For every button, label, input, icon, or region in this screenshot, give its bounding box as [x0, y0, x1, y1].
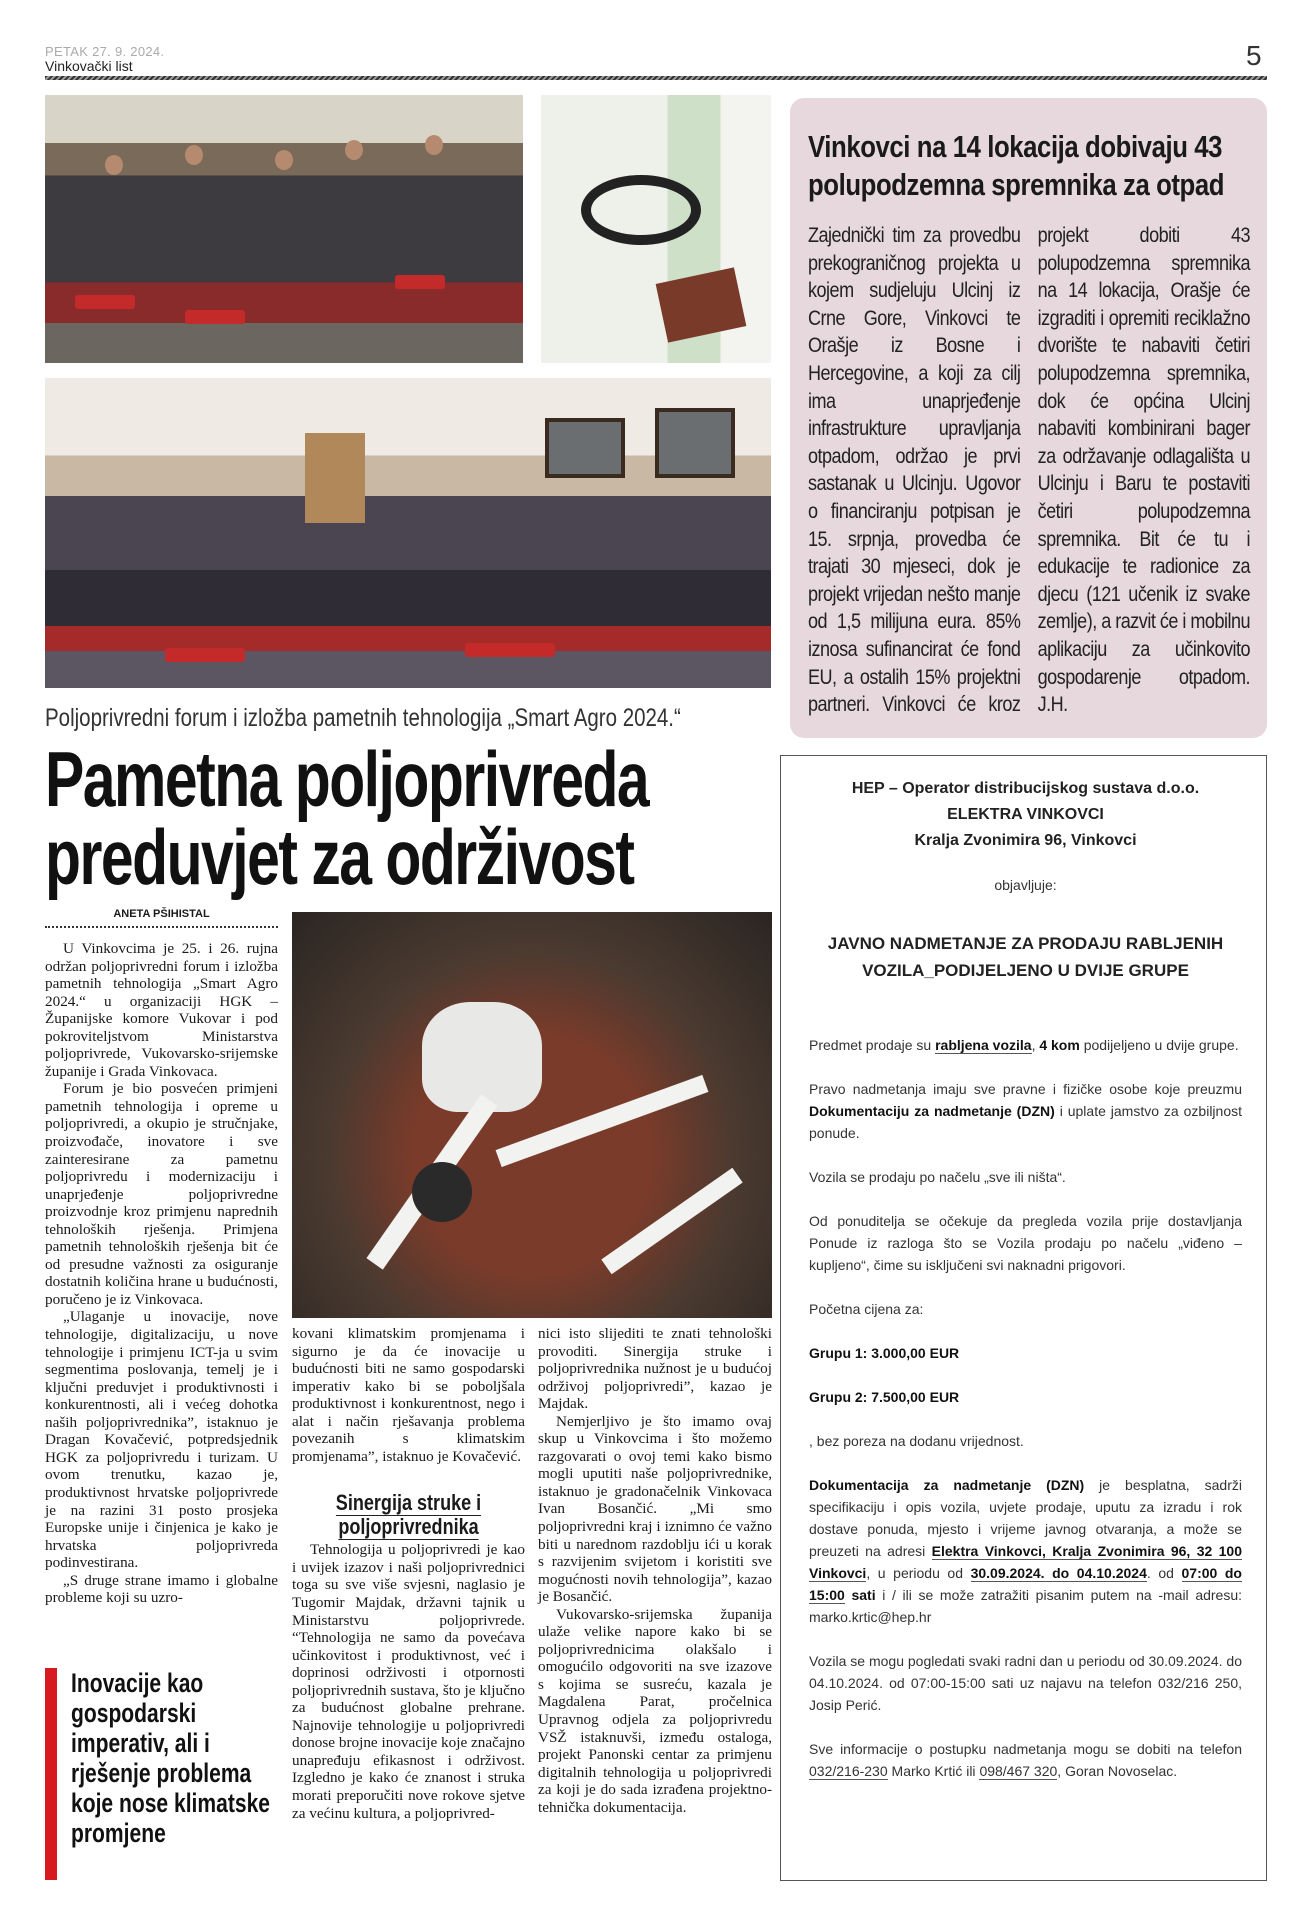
photo-agricultural-drone — [292, 912, 772, 1318]
ad-text-segment: Početna cijena za: — [809, 1301, 924, 1317]
article-column-3 — [538, 1325, 772, 1816]
paragraph: Vukovarsko-srijemska županija ulaže velike napore kako bi se poljoprivrednicima olakšalo i omogućilo odgovoriti na sve izazove s kojima se susreću, kazala je Magdalena Parat, pročelnica Upravnog odjela za poljoprivredu VSŽ istaknuvši, između ostaloga, projekt Panonski centar za primjenu digitalnih tehnologija u poljoprivredi za koji je do sada izrađena projektno-tehnička dokumentacija. — [538, 1605, 772, 1816]
photo-forum-audience — [45, 95, 523, 363]
pull-quote-text: Inovacije kao gospodarski imperativ, ali i rješenje problema koje nose klimatske promjene — [71, 1668, 271, 1848]
subheading — [313, 1491, 504, 1539]
ad-text-segment: 098/467 320 — [979, 1763, 1058, 1779]
public-notice-ad — [780, 755, 1267, 1881]
ad-text-segment: i / ili se može zatražiti pisanim putem na -mail adresu: marko.krtic@hep.hr — [809, 1587, 1243, 1625]
ad-text-segment: , bez poreza na dodanu vrijednost. — [809, 1433, 1024, 1449]
headline-line-1: Pametna poljoprivreda — [45, 735, 649, 823]
ad-text-segment: i uplate jamstvo za ozbiljnost ponude. — [809, 1103, 1242, 1141]
ad-paragraph — [809, 1650, 1242, 1716]
ad-text-segment: Elektra Vinkovci, Kralja Zvonimira 96, 32 100 Vinkovci — [809, 1543, 1242, 1581]
sidebar-body: Zajednički tim za provedbu prekograničnog projekta u kojem sudjeluju Ulcinj iz Crne Gore, Vinkovci te Orašje iz Bosne i Hercegovine, a koji za cilj ima unaprjeđenje infrastrukture upravljanja otpadom, održao je prvi sastanak u Ulcinju. Ugovor o financiranju potpisan je 15. srpnja, provedba će trajati 30 mjeseci, dok je projekt vrijedan nešto manje od 1,5 milijuna eura. 85% iznosa sufinancirat će fond EU, a ostalih 15% projektni partneri. Vinkovci će kroz projekt dobiti 43 polupodzemna spremnika na 14 lokacija, Orašje će izgraditi i opremiti reciklažno dvorište te nabaviti četiri polupodzemna spremnika, dok će općina Ulcinj nabaviti kombinirani bager za održavanje odlagališta u Ulcinju i Baru te postaviti četiri polupodzemna spremnika. Bit će tu i edukacije te radionice za djecu (121 učenik iz svake zemlje), a razvit će i mobilnu aplikaciju za učinkovito gospodarenje otpadom. J.H. — [808, 224, 1251, 717]
page-number: 5 — [1246, 40, 1262, 71]
byline: ANETA PŠIHISTAL — [45, 908, 278, 928]
headline-line-2: preduvjet za održivost — [45, 813, 634, 901]
ad-text-segment: . od — [1146, 1565, 1182, 1581]
paragraph: U Vinkovcima je 25. i 26. rujna održan poljoprivredni forum i izložba pametnih tehnologija „Smart Agro 2024.“ u organizaciji HGK – Županijske komore Vukovar i pod pokroviteljstvom Ministarstva poljoprivrede, Vukovarsko-srijemske županije i Grada Vinkovaca. — [45, 940, 278, 1080]
photo-conference-hall — [45, 378, 771, 688]
ad-text-segment: 07:00 do 15:00 — [809, 1565, 1242, 1603]
ad-paragraph — [809, 1210, 1242, 1276]
paragraph: kovani klimatskim promjenama i sigurno je da će inovacije u budućnosti biti ne samo gospodarski imperativ kako bi se poboljšala produktivnost i konkurentnost, nego i alat i način rješavanja problema povezanih s klimatskim promjenama”, istaknuo je Kovačević. — [292, 1325, 525, 1465]
photo-caption: Poljoprivredni forum i izložba pametnih tehnologija „Smart Agro 2024.“ — [45, 704, 681, 732]
headline — [45, 735, 800, 901]
paragraph: „Ulaganje u inovacije, nove tehnologije, digitalizaciju, u nove tehnologije i primjenu ICT-ja u svim segmentima poslovanja, temelj je i ključni preduvjet i produktivnosti i konkurentnosti, ali i većeg dohotka naših poljoprivrednika”, istaknuo je Dragan Kovačević, potpredsjednik HGK za poljoprivredu i turizam. U ovom trenutku, kazao je, produktivnost hrvatske poljoprivrede je na razini 31 posto prosjeka Europske unije i činjenica je kako je hrvatska poljoprivreda podinvestirana. — [45, 1308, 278, 1572]
ad-text-segment: , u periodu od — [866, 1565, 971, 1581]
ad-text-segment: 4 kom — [1039, 1037, 1080, 1053]
issue-date: PETAK 27. 9. 2024. — [45, 44, 165, 59]
photo-tractor-simulator — [541, 95, 771, 363]
ad-text-segment: Grupu 2: 7.500,00 EUR — [809, 1389, 960, 1405]
subheading-text: Sinergija struke i poljoprivrednika — [335, 1490, 482, 1540]
paragraph: Nemjerljivo je što imamo ovaj skup u Vinkovcima i što možemo razgovarati o ovoj temi kako bismo mogli uputiti naše poljoprivrednike, istaknuo je gradonačelnik Vinkovaca Ivan Bosančić. „Mi smo poljoprivredni kraj i iznimno će važno biti u narednom razdoblju ići u korak s razvijenim svijetom i koristiti sve mogućnosti novih tehnologija”, kazao je Bosančić. — [538, 1412, 772, 1606]
ad-paragraph — [809, 1430, 1242, 1452]
ad-paragraph — [809, 1386, 1242, 1408]
ad-address: Kralja Zvonimira 96, Vinkovci — [914, 832, 1137, 849]
ad-company: HEP – Operator distribucijskog sustava d.o.o. — [851, 780, 1200, 797]
article-column-1 — [45, 940, 278, 1607]
pull-quote — [45, 1668, 278, 1880]
ad-text-segment: Marko Krtić ili — [887, 1763, 980, 1779]
ad-text-segment: Vozila se prodaju po načelu „sve ili ništa“. — [809, 1169, 1066, 1185]
ad-text-segment: Dokumentaciju za nadmetanje (DZN) — [809, 1103, 1055, 1119]
ad-paragraph — [809, 1298, 1242, 1320]
ad-body — [809, 1034, 1242, 1782]
ad-paragraph — [809, 1166, 1242, 1188]
ad-text-segment: Sve informacije o postupku nadmetanja mogu se dobiti na telefon — [809, 1741, 1242, 1757]
paragraph: Tehnologija u poljoprivredi je kao i uvijek izazov i naši poljoprivrednici toga su sve više svjesni, naglasio je Tugomir Majdak, državni tajnik u Ministarstvu poljoprivrede. “Tehnologija ne samo da povećava učinkovitost i produktivnost, već i doprinosi održivosti i otpornosti poljoprivrednih sustava, što je ključno za budućnost globalne prehrane. Najnovije tehnologije u poljoprivredi donose brojne inovacije koje značajno unapređuju efikasnost i održivost. Izgledno je kako će znanost i struka morati preporučiti nove rokove sjetve za većinu kultura, a poljoprivred- — [292, 1541, 525, 1822]
ad-text-segment: Pravo nadmetanja imaju sve pravne i fizičke osobe koje preuzmu — [809, 1081, 1242, 1097]
ad-text-segment: je besplatna, sadrži specifikaciju i opis vozila, uvjete prodaje, uputu za izradu i rok dostave ponuda, mjesto i vrijeme javnog otvaranja, a može se preuzeti na adresi — [809, 1477, 1242, 1559]
paragraph: nici isto slijediti te znati tehnološki provoditi. Sinergija struke i poljoprivrednika nužnost je u budućoj održivoj poljoprivredi”, kazao je Majdak. — [538, 1325, 772, 1413]
ad-title-2: VOZILA_PODIJELJENO U DVIJE GRUPE — [862, 961, 1189, 980]
ad-paragraph — [809, 1078, 1242, 1144]
newspaper-name: Vinkovački list — [45, 58, 133, 74]
ad-paragraph — [809, 1474, 1242, 1628]
ad-paragraph — [809, 1738, 1242, 1782]
ad-text-segment: Vozila se mogu pogledati svaki radni dan u periodu od 30.09.2024. do 04.10.2024. od 07:00-15:00 sati uz najavu na telefon 032/216 250, Josip Perić. — [809, 1653, 1242, 1713]
ad-text-segment: , Goran Novoselac. — [1057, 1763, 1178, 1779]
paragraph: „S druge strane imamo i globalne probleme koji su uzro- — [45, 1571, 278, 1607]
ad-paragraph — [809, 1342, 1242, 1364]
ad-text-segment: 30.09.2024. do 04.10.2024 — [970, 1565, 1147, 1581]
ad-text-segment: sati — [851, 1587, 876, 1603]
ad-announces: objavljuje: — [994, 877, 1057, 893]
sidebar-title: Vinkovci na 14 lokacija dobivaju 43 polupodzemna spremnika za otpad — [808, 129, 1225, 202]
ad-text-segment: , — [1031, 1037, 1040, 1053]
ad-text-segment: rabljena vozila — [935, 1037, 1032, 1053]
ad-text-segment: Grupu 1: 3.000,00 EUR — [809, 1345, 960, 1361]
ad-text-segment: Od ponuditelja se očekuje da pregleda vozila prije dostavljanja Ponude iz razloga što se Vozila prodaju po načelu „viđeno – kupljeno“, čime su isključeni svi naknadni prigovori. — [809, 1213, 1242, 1273]
ad-paragraph — [809, 1034, 1242, 1056]
header-rule — [45, 76, 1267, 80]
ad-text-segment: 032/216-230 — [809, 1763, 888, 1779]
article-column-2 — [292, 1325, 525, 1822]
ad-text-segment: Predmet prodaje su — [809, 1037, 936, 1053]
ad-text-segment: Dokumentacija za nadmetanje (DZN) — [809, 1477, 1085, 1493]
paragraph: Forum je bio posvećen primjeni pametnih tehnologija i opreme u poljoprivredi, a okupio je stručnjake, proizvođače, inovatore i sve zainteresirane za pametnu poljoprivredu i modernizaciju i unaprjeđenje poljoprivredne proizvodnje kroz primjenu naprednih tehnoloških rješenja. Primjena pametnih tehnoloških rješenja bit će od presudne važnosti za osiguranje dostatnih količina hrane u budućnosti, poručeno je iz Vinkovaca. — [45, 1080, 278, 1308]
sidebar-news-box — [790, 98, 1267, 738]
ad-text-segment: podijeljeno u dvije grupe. — [1079, 1037, 1239, 1053]
ad-title-1: JAVNO NADMETANJE ZA PRODAJU RABLJENIH — [827, 934, 1224, 953]
ad-unit: ELEKTRA VINKOVCI — [947, 806, 1104, 823]
